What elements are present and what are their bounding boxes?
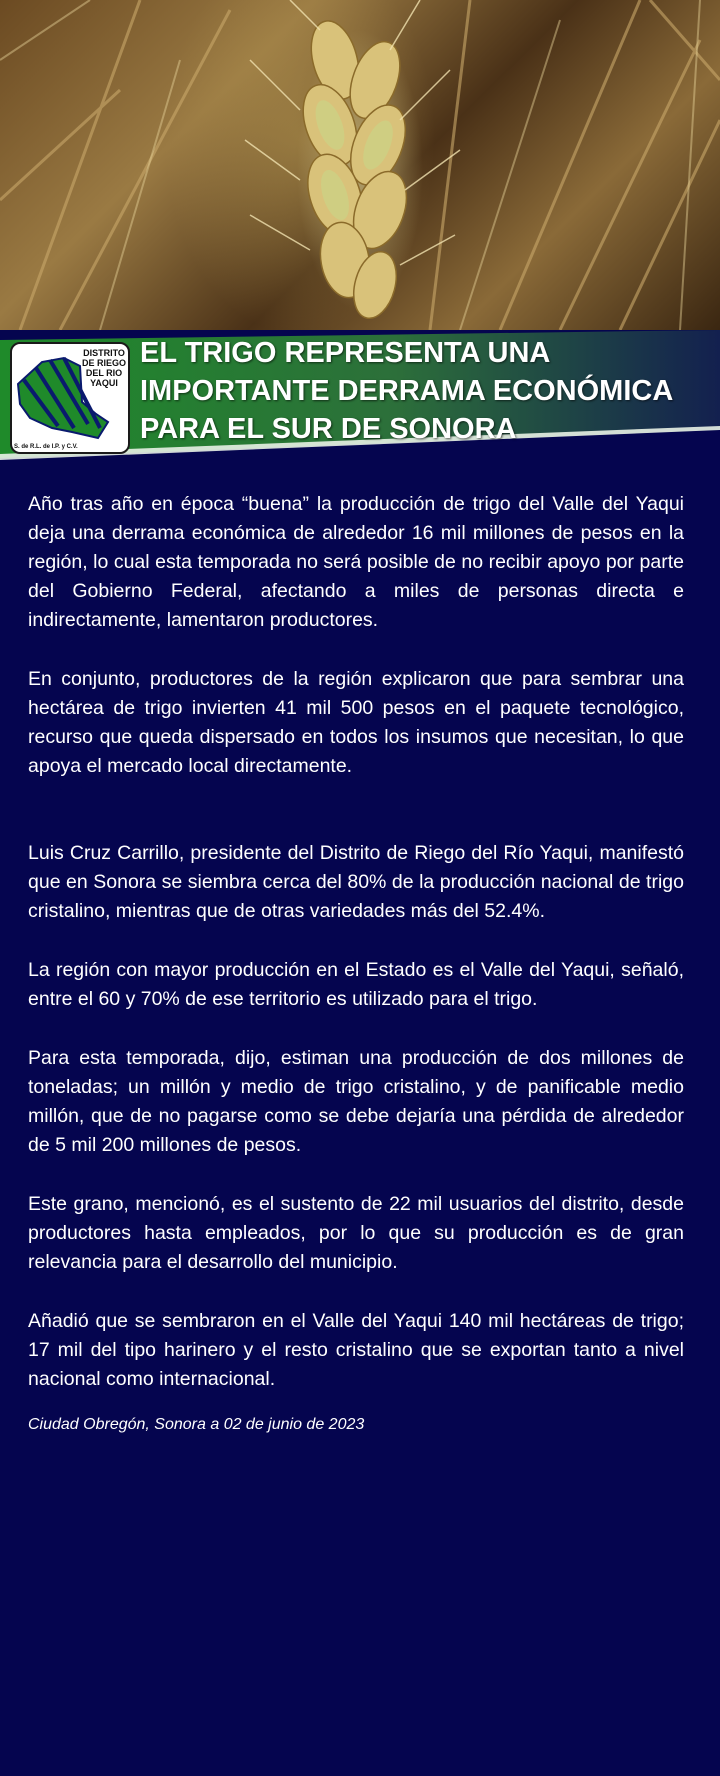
- dateline: Ciudad Obregón, Sonora a 02 de junio de 2023: [28, 1416, 365, 1433]
- article-body: [28, 490, 684, 1466]
- paragraph-3: Luis Cruz Carrillo, presidente del Distrito de Riego del Río Yaqui, manifestó que en Sonora se siembra cerca del 80% de la producción nacional de trigo cristalino, mientras que de otras variedades más del 52.4%.: [28, 842, 684, 922]
- paragraph-1: Año tras año en época “buena” la producción de trigo del Valle del Yaqui deja una derrama económica de alrededor 16 mil millones de pesos en la región, lo cual esta temporada no será posible de no recibir apoyo por parte del Gobierno Federal, afectando a miles de personas directa e indirectamente, lamentaron productores.: [28, 493, 684, 631]
- distrito-riego-logo: [10, 342, 130, 454]
- paragraph-4: La región con mayor producción en el Estado es el Valle del Yaqui, señaló, entre el 60 y 70% de ese territorio es utilizado para el trigo.: [28, 959, 684, 1010]
- paragraph-7: Añadió que se sembraron en el Valle del Yaqui 140 mil hectáreas de trigo; 17 mil del tipo harinero y el resto cristalino que se exportan tanto a nivel nacional como internacional.: [28, 1310, 684, 1390]
- logo-text: DISTRITO DE RIEGO DEL RIO YAQUI: [82, 348, 127, 388]
- headline: EL TRIGO REPRESENTA UNA IMPORTANTE DERRAMA ECONÓMICA PARA EL SUR DE SONORA: [140, 337, 673, 445]
- paragraph-2: En conjunto, productores de la región explicaron que para sembrar una hectárea de trigo invierten 41 mil 500 pesos en el paquete tecnológico, recurso que queda dispersado en todos los insumos que necesitan, lo que apoya el mercado local directamente.: [28, 668, 684, 777]
- wheat-illustration: [0, 0, 720, 330]
- paragraph-5: Para esta temporada, dijo, estiman una producción de dos millones de toneladas; un millón y medio de trigo cristalino, y de panificable medio millón, que de no pagarse como se debe dejaría una pérdida de alrededor de 5 mil 200 millones de pesos.: [28, 1047, 684, 1156]
- wheat-photo: [0, 0, 720, 330]
- paragraph-6: Este grano, mencionó, es el sustento de 22 mil usuarios del distrito, desde productores hasta empleados, por lo que su producción es de gran relevancia para el desarrollo del municipio.: [28, 1193, 684, 1273]
- logo-subtext: S. de R.L. de I.P. y C.V.: [14, 444, 78, 450]
